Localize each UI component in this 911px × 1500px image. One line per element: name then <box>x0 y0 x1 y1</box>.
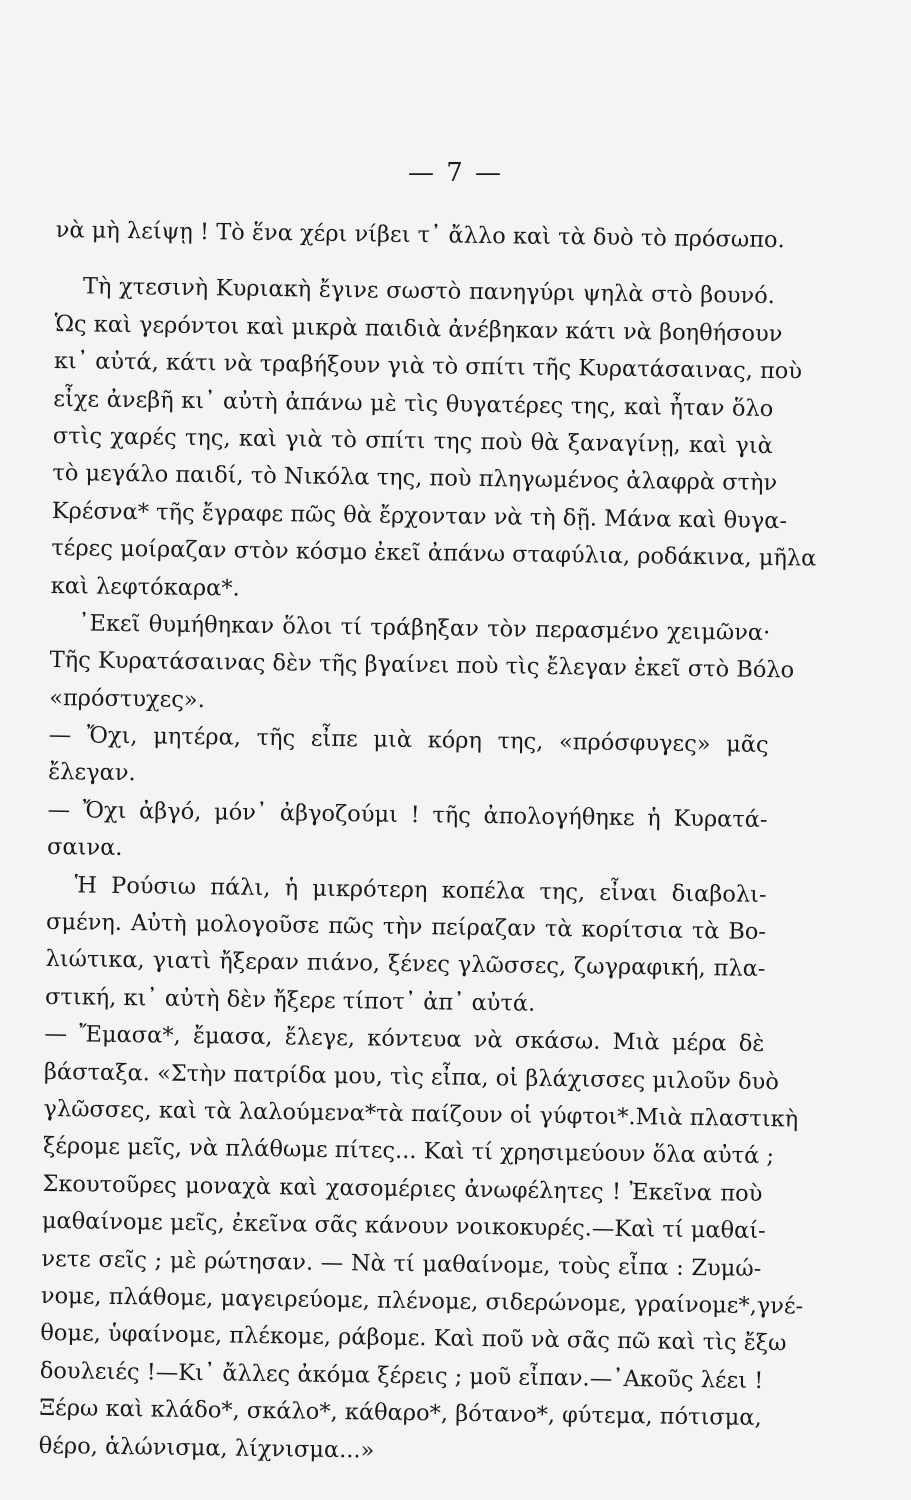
text-line: εἶχε ἀνεβῆ κι᾿ αὐτὴ ἀπάνω μὲ τὶς θυγατέρες της, καὶ ἦταν ὅλο <box>53 385 774 422</box>
text-line: Τὴ χτεσινὴ Κυριακὴ ἔγινε σωστὸ πανηγύρι ψηλὰ στὸ βουνό. <box>82 273 776 310</box>
text-line: καὶ λεφτόκαρα*. <box>50 572 240 602</box>
text-line: ᾿Εκεῖ θυμήθηκαν ὅλοι τί τράβηξαν τὸν περασμένο χειμῶνα· <box>78 610 771 646</box>
text-line: σμένη. Αὐτὴ μολογοῦσε πῶς τὴν πείραζαν τὰ κορίτσια τὰ Βο- <box>45 908 767 946</box>
text-line: «πρόστυχες». <box>49 684 206 713</box>
text-line: ἔλεγαν. <box>47 759 136 787</box>
text-line: θομε, ὑφαίνομε, πλέκομε, ράβομε. Καὶ ποῦ νὰ σᾶς πῶ καὶ τὶς ἔξω <box>40 1320 787 1357</box>
text-line: νὰ μὴ λείψῃ ! Τὸ ἕνα χέρι νίβει τ᾿ ἄλλο καὶ τὰ δυὸ τὸ πρόσωπο. <box>55 216 785 254</box>
text-line: Ἡ Ρούσιω πάλι, ἡ μικρότερη κοπέλα της, εἶναι διαβολι- <box>74 871 767 908</box>
text-line: γλῶσσες, καὶ τὰ λαλούμενα*τὰ παίζουν οἱ γύφτοι*.Μιὰ πλαστικὴ <box>43 1095 799 1133</box>
text-line: νετε σεῖς ; μὲ ρώτησαν. — Νὰ τί μαθαίνομε, τοὺς εἶπα : Ζυμώ- <box>41 1245 762 1282</box>
text-line: νομε, πλάθομε, μαγειρεύομε, πλένομε, σιδερώνομε, γραίνομε*,γνέ- <box>40 1282 804 1320</box>
text-line: στὶς χαρές της, καὶ γιὰ τὸ σπίτι της ποὺ θὰ ξαναγίνῃ, καὶ γιὰ <box>52 422 773 459</box>
text-line: σαινα. <box>46 834 123 862</box>
page-number: — 7 — <box>407 158 504 188</box>
text-line: κι᾿ αὐτά, κάτι νὰ τραβήξουν γιὰ τὸ σπίτι τῆς Κυρατάσαινας, ποὺ <box>53 348 803 385</box>
text-line: λιώτικα, γιατὶ ἤξεραν πιάνο, ξένες γλῶσσες, ζωγραφική, πλα- <box>45 946 766 983</box>
text-line: Τῆς Κυρατάσαινας δὲν τῆς βγαίνει ποὺ τὶς ἔλεγαν ἐκεῖ στὸ Βόλο <box>49 647 795 684</box>
text-line: Σκουτοῦρες μοναχὰ καὶ χασομέριες ἀνωφέλητες ! Ἐκεῖνα ποὺ <box>42 1170 763 1207</box>
text-line: Ὡς καὶ γερόντοι καὶ μικρὰ παιδιὰ ἀνέβηκαν κάτι νὰ βοηθήσουν <box>54 310 783 347</box>
text-line: Ξέρω καὶ κλάδο*, σκάλο*, κάθαρο*, βότανο*, φύτεμα, πότισμα, <box>39 1394 762 1432</box>
text-line: Κρέσνα* τῆς ἔγραφε πῶς θὰ ἔρχονταν νὰ τὴ δῇ. Μάνα καὶ θυγα- <box>51 497 788 534</box>
text-line: στική, κι᾿ αὐτὴ δὲν ἤξερε τίποτ᾿ ἀπ᾿ αὐτά. <box>44 983 536 1017</box>
text-line: — Ὄχι, μητέρα, τῆς εἶπε μιὰ κόρη της, «πρόσφυγες» μᾶς <box>48 722 769 759</box>
text-line: τὸ μεγάλο παιδί, τὸ Νικόλα της, ποὺ πληγωμένος ἀλαφρὰ στὴν <box>52 460 778 497</box>
body-text <box>38 212 817 1475</box>
text-line: — Ἔμασα*, ἔμασα, ἔλεγε, κόντευα νὰ σκάσω. Μιὰ μέρα δὲ <box>44 1021 765 1058</box>
text-line: θέρο, ἁλώνισμα, λίχνισμα...» <box>38 1432 375 1464</box>
text-line: μαθαίνομε μεῖς, ἐκεῖνα σᾶς κάνουν νοικοκυρές.—Καὶ τί μαθαί- <box>41 1208 766 1245</box>
text-line: ξέρομε μεῖς, νὰ πλάθωμε πίτες... Καὶ τί χρησιμεύουν ὅλα αὐτά ; <box>42 1133 775 1170</box>
text-line: βάσταξα. «Στὴν πατρίδα μου, τὶς εἶπα, οἱ βλάχισσες μιλοῦν δυὸ <box>43 1058 780 1095</box>
text-line: — Ὄχι ἀβγό, μόν᾿ ἀβγοζούμι ! τῆς ἀπολογήθηκε ἡ Κυρατά- <box>47 796 768 833</box>
text-line: τέρες μοίραζαν στὸν κόσμο ἐκεῖ ἀπάνω σταφύλια, ροδάκινα, μῆλα <box>51 535 817 572</box>
text-line: δουλειές !—Κι᾿ ἄλλες ἀκόμα ξέρεις ; μοῦ εἶπαν.—᾿Ακοῦς λέει ! <box>39 1357 764 1394</box>
